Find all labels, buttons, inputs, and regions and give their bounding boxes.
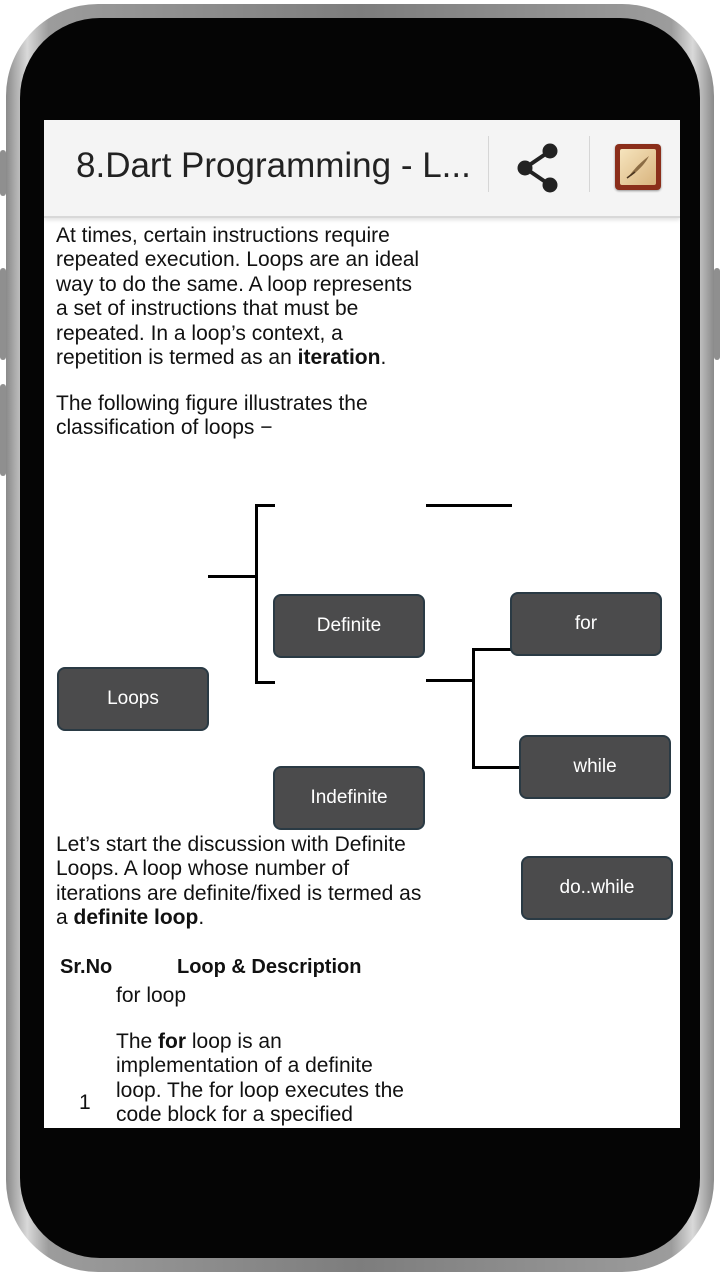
table-header-description: Loop & Description — [177, 956, 362, 978]
phone-side-button — [714, 268, 720, 360]
figure-intro-paragraph: The following figure illustrates the classification of loops − — [56, 392, 368, 440]
diagram-node-for: for — [510, 592, 662, 656]
for-keyword: for — [158, 1030, 187, 1053]
intro-text-end: . — [380, 346, 387, 370]
share-button[interactable] — [512, 140, 564, 196]
intro-paragraph — [56, 224, 428, 370]
diagram-node-definite: Definite — [273, 594, 425, 658]
app-bar — [44, 120, 680, 218]
diagram-node-loops: Loops — [57, 667, 209, 731]
app-icon-button[interactable] — [615, 144, 661, 190]
toolbar-divider — [589, 136, 590, 192]
diagram-node-while: while — [519, 735, 671, 799]
connector-line — [255, 504, 258, 684]
connector-line — [208, 575, 257, 578]
definite-text: Let’s start the discussion with Definite Loops. A loop whose number of iterations are definite/fixed is termed as a — [56, 833, 422, 930]
definite-text-end: . — [198, 906, 205, 930]
connector-line — [255, 681, 275, 684]
definite-loop-term: definite loop — [73, 906, 199, 930]
intro-text: At times, certain instructions require repeated execution. Loops are an ideal way to do the same. A loop represents a set of instructions that must be repeated. In a loop’s context, a repetition is termed as an — [56, 224, 420, 370]
connector-line — [472, 648, 475, 768]
table-cell-title: for loop — [116, 984, 187, 1007]
quill-icon — [623, 152, 653, 182]
toolbar-divider — [488, 136, 489, 192]
phone-side-button — [0, 384, 6, 476]
desc-text: The — [116, 1030, 159, 1053]
table-header-srno: Sr.No — [60, 956, 113, 978]
phone-side-button — [0, 150, 6, 196]
share-icon — [512, 140, 564, 196]
iteration-term: iteration — [297, 346, 381, 370]
connector-line — [426, 679, 474, 682]
diagram-node-indefinite: Indefinite — [273, 766, 425, 830]
table-cell-description — [116, 1030, 416, 1128]
connector-line — [472, 766, 523, 769]
desc-text-end: loop is an implementation of a definite loop. The for loop executes the code block for a specified — [116, 1030, 404, 1127]
diagram-node-do-while: do..while — [521, 856, 673, 920]
connector-line — [426, 504, 512, 507]
page-title: 8.Dart Programming - L... — [76, 146, 471, 185]
connector-line — [255, 504, 275, 507]
app-screen — [44, 120, 680, 1128]
phone-side-button — [0, 268, 6, 360]
table-cell-number: 1 — [79, 1091, 91, 1114]
definite-loops-paragraph — [56, 833, 428, 931]
